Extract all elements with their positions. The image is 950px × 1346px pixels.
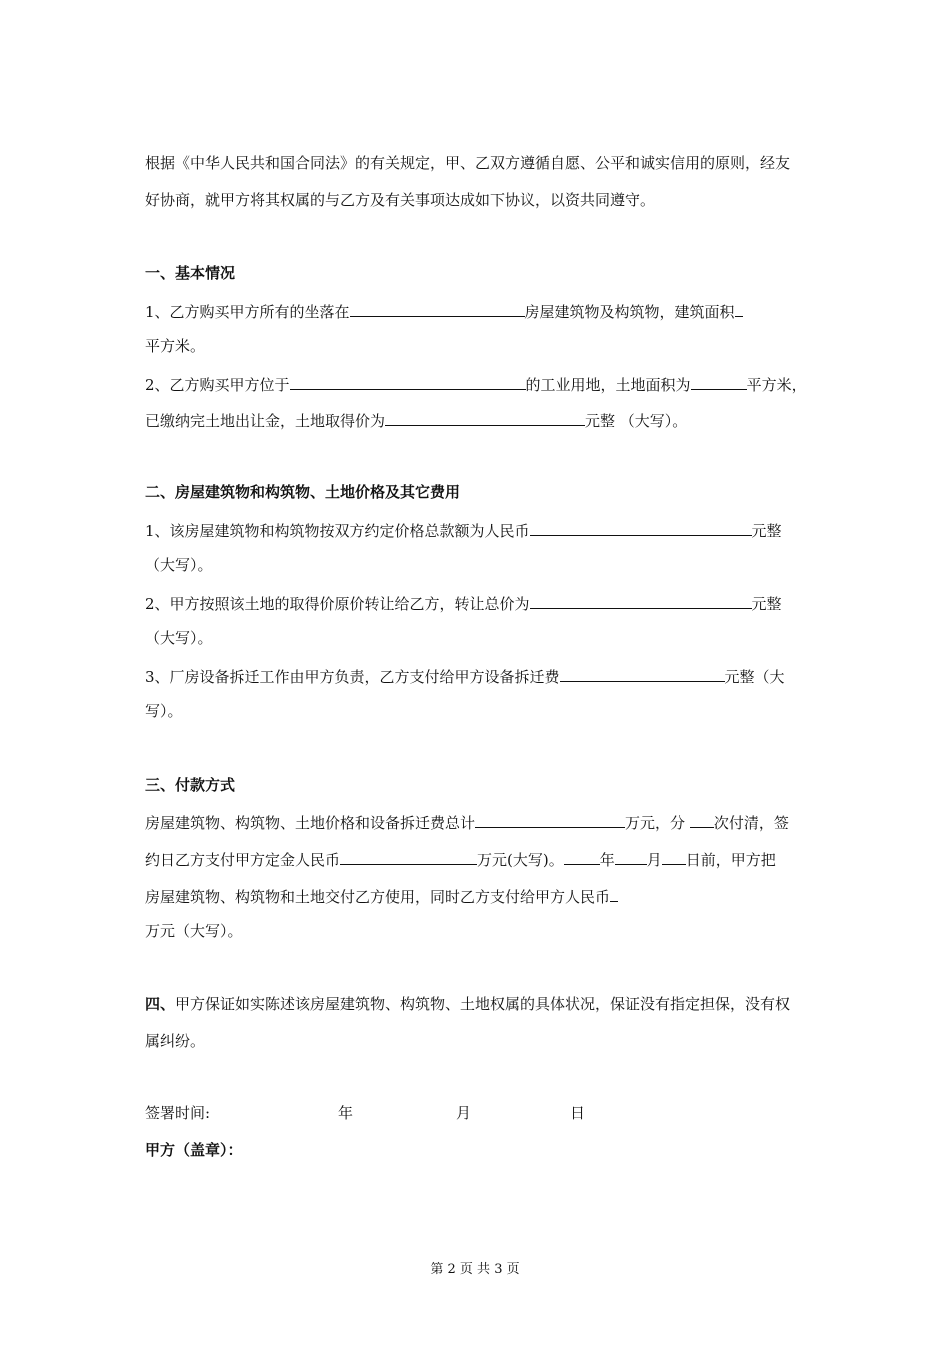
intro-text-1: 根据《中华人民共和国合同法》的有关规定，甲、乙双方遵循自愿、公平和诚实信用的原则，经友 [145,154,791,172]
land-price-blank[interactable] [385,409,585,426]
intro-line-2 [145,190,655,210]
party-a-seal: 甲方（盖章）： [145,1141,243,1159]
section3-line1: 房屋建筑物、构筑物、土地价格和设备拆迁费总计 万元，分 次付清，签 [145,811,789,833]
section2-item2-line2: （大写）。 [145,629,213,647]
signing-label: 签署时间: [145,1104,211,1122]
building-area-blank[interactable] [735,300,743,317]
deposit-blank[interactable] [340,848,477,865]
signing-day: 日 [570,1104,586,1122]
land-location-blank[interactable] [290,373,526,390]
deadline-day-blank[interactable] [662,848,686,865]
balance-amount-blank[interactable] [610,885,618,902]
section1-item2-line2: 已缴纳完土地出让金，土地取得价为 元整 （大写）。 [145,409,687,431]
section1-item2-line1: 2、乙方购买甲方位于 的工业用地，土地面积为 平方米， [145,373,807,395]
section4-line1: 四、甲方保证如实陈述该房屋建筑物、构筑物、土地权属的具体状况，保证没有指定担保，没有权 [145,995,791,1013]
page-number: 第 2 页 共 3 页 [430,1262,520,1277]
transfer-price-blank[interactable] [530,592,752,609]
section2-item3-line2: 写）。 [145,702,183,720]
demolition-fee-blank[interactable] [560,665,725,682]
total-amount-blank[interactable] [475,811,625,828]
section1-heading: 一、基本情况 [145,264,236,282]
section3-line2: 约日乙方支付甲方定金人民币 万元(大写)。 年 月 日前，甲方把 [145,848,776,870]
intro-text-2: 好协商，就甲方将其权属的与乙方及有关事项达成如下协议，以资共同遵守。 [145,191,656,209]
intro-line-1 [145,153,790,173]
deadline-month-blank[interactable] [615,848,647,865]
building-price-blank[interactable] [530,519,752,536]
land-area-blank[interactable] [691,373,747,390]
section2-item1-line1: 1、该房屋建筑物和构筑物按双方约定价格总款额为人民币 元整 [145,519,782,541]
section3-line3: 房屋建筑物、构筑物和土地交付乙方使用，同时乙方支付给甲方人民币 [145,885,618,907]
section3-line4: 万元（大写）。 [145,922,243,940]
deadline-year-blank[interactable] [564,848,600,865]
signing-year: 年 [338,1104,354,1122]
section2-item3-line1: 3、厂房设备拆迁工作由甲方负责，乙方支付给甲方设备拆迁费 元整（大 [145,665,785,687]
signing-month: 月 [456,1104,472,1122]
section3-heading: 三、付款方式 [145,776,236,794]
section2-item2-line1: 2、甲方按照该土地的取得价原价转让给乙方，转让总价为 元整 [145,592,782,614]
section2-item1-line2: （大写）。 [145,556,213,574]
section1-item1-line1: 1、乙方购买甲方所有的坐落在 房屋建筑物及构筑物，建筑面积 [145,300,743,322]
section4-line2: 属纠纷。 [145,1032,206,1050]
location-blank[interactable] [350,300,525,317]
section2-heading: 二、房屋建筑物和构筑物、土地价格及其它费用 [145,483,461,501]
section1-item1-line2: 平方米。 [145,337,206,355]
installments-blank[interactable] [690,811,714,828]
section4-heading: 四、 [145,995,176,1013]
